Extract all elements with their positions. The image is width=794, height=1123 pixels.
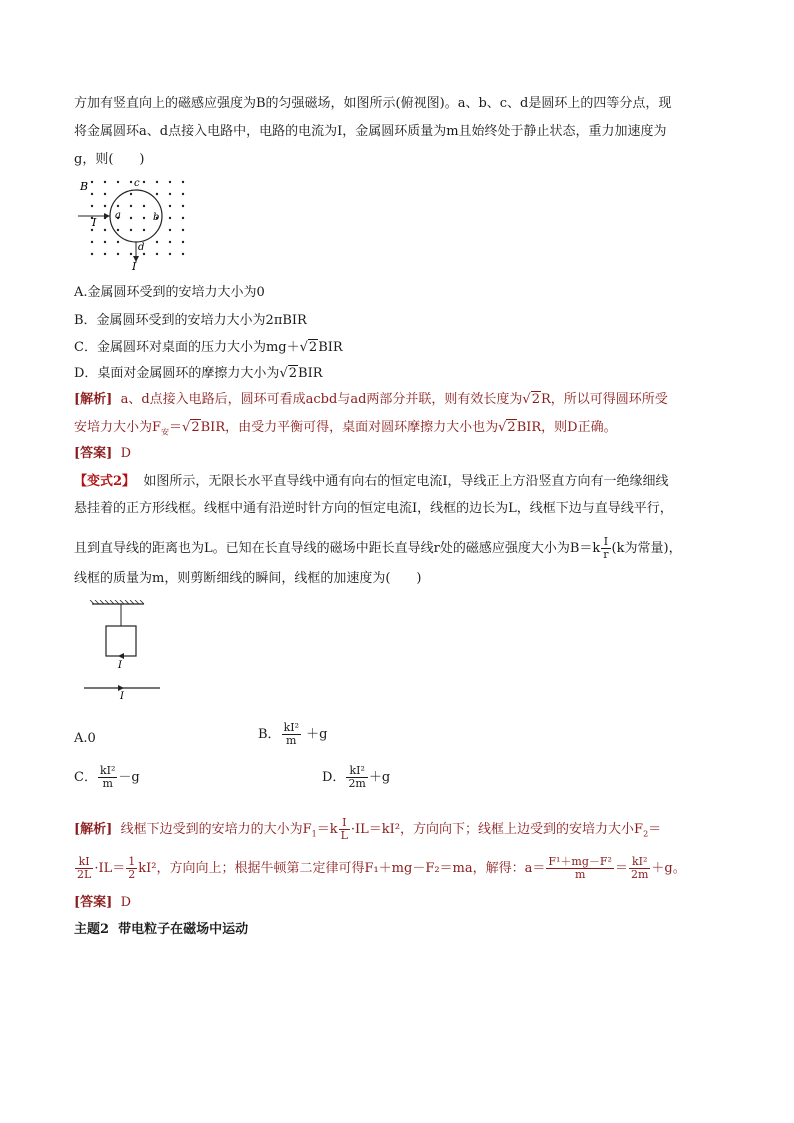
- field-dot: [169, 205, 171, 207]
- field-dot: [104, 229, 106, 231]
- fraction: $\frac{kI}{2L}$: [77, 855, 92, 881]
- q1-fig-label-I-left: I: [92, 216, 97, 229]
- q1-option-A: A.金属圆环受到的安培力大小为0: [74, 285, 265, 300]
- fraction: $\frac{\text{kI²}}{2m}$: [348, 764, 366, 790]
- field-dot: [104, 181, 106, 183]
- field-dot: [169, 241, 171, 243]
- field-dot: [182, 193, 184, 195]
- field-dot: [91, 253, 93, 255]
- q2-option-D: D． $\frac{\text{kI²}}{2m}$ ＋g: [322, 764, 391, 790]
- field-dot: [117, 241, 119, 243]
- fraction: $\frac{\text{kI²}}{2m}$: [630, 855, 649, 881]
- topic-label: 主题2: [74, 922, 110, 937]
- q2-stem-line-3: 且到直导线的距离也为L。已知在长直导线的磁场中距长直导线r处的磁感应强度大小为B＝k $\frac{I}{r}$ (k为常量)，: [74, 535, 682, 561]
- q2-analysis-line-1: [解析] 线框下边受到的安培力的大小为$F_1=k$ $\frac{I}{L}$ ·IL＝kI²，方向向下；线框上边受到的安培力大小$F_2=$: [74, 816, 662, 842]
- field-dot: [104, 205, 106, 207]
- answer-tag: [答案]: [74, 446, 113, 461]
- q1-fig-label-c: c: [134, 178, 140, 189]
- answer-tag: [答案]: [74, 895, 113, 910]
- field-dot: [104, 193, 106, 195]
- q2-option-B: B． $\frac{\text{kI²}}{m}$ ＋g: [258, 721, 328, 747]
- q2-stem-line-4: 线框的质量为m，则剪断细线的瞬间，线框的加速度为( ): [74, 571, 422, 586]
- field-dot: [169, 217, 171, 219]
- field-dot: [130, 217, 132, 219]
- fraction: $\frac{I}{L}$: [340, 816, 348, 842]
- q2-stem-line-1: 【变式2】 如图所示，无限长水平直导线中通有向右的恒定电流I，导线正上方沿竖直方向有一绝缘细线: [74, 474, 669, 489]
- q1-fig-label-a: a: [115, 210, 121, 221]
- field-dot: [156, 241, 158, 243]
- analysis-tag: [解析]: [74, 392, 113, 407]
- q1-stem-line-3: g，则( ): [74, 152, 145, 167]
- field-dot: [130, 253, 132, 255]
- q1-option-D-post: BIR: [298, 366, 323, 381]
- sqrt-symbol: √2: [498, 420, 516, 435]
- field-dot: [143, 253, 145, 255]
- sqrt-symbol: √2: [522, 392, 540, 407]
- q1-option-D-pre: D．桌面对金属圆环的摩擦力大小为: [74, 366, 280, 381]
- q1-option-C-pre: C．金属圆环对桌面的压力大小为mg＋: [74, 340, 300, 355]
- q2-option-C: C． $\frac{\text{kI²}}{m}$ －g: [74, 764, 140, 790]
- field-dot: [182, 181, 184, 183]
- q1-answer-value: D: [120, 446, 132, 461]
- field-dot: [182, 205, 184, 207]
- field-dot: [91, 181, 93, 183]
- q1-stem-line-2: 将金属圆环a、d点接入电路中，电路的电流为I，金属圆环质量为m且始终处于静止状态，重力加速度为: [74, 124, 667, 139]
- q1-stem-line-1: 方加有竖直向上的磁感应强度为B的匀强磁场，如图所示(俯视图)。a、b、c、d是圆环上的四等分点，现: [74, 96, 672, 111]
- field-dot: [143, 181, 145, 183]
- q2-stem-line-2: 悬挂着的正方形线框。线框中通有沿逆时针方向的恒定电流I，线框的边长为L，线框下边与直导线平行，: [74, 501, 673, 516]
- field-dot: [104, 241, 106, 243]
- field-dot: [156, 253, 158, 255]
- q2-fig-label-I-wire: I: [120, 691, 124, 700]
- field-dot: [91, 205, 93, 207]
- field-dot: [169, 181, 171, 183]
- q2-answer: [74, 895, 131, 911]
- fraction: $\frac{\text{kI²}}{m}$: [283, 721, 299, 747]
- q2-analysis-line-2: $\frac{kI}{2L}$ ·IL＝ $\frac{1}{2}$ kI²，方向向上；根据牛顿第二定律可得F₁＋mg－F₂＝ma，解得：a＝ $\frac{\text{F¹＋mg－F²}}{m}$ ＝ $\frac{\text{kI²}}{2m}$ ＋g。: [77, 855, 686, 881]
- field-dot: [130, 193, 132, 195]
- fraction: $\frac{I}{r}$: [603, 535, 609, 561]
- variant-tag: 【变式2】: [74, 474, 136, 489]
- field-dot: [182, 253, 184, 255]
- q1-option-C: [74, 340, 343, 356]
- field-dot: [182, 229, 184, 231]
- analysis-tag: [解析]: [74, 822, 113, 837]
- sqrt-symbol: √2: [299, 340, 318, 355]
- sqrt-symbol: √2: [182, 420, 200, 435]
- q1-ring-figure: [78, 176, 188, 272]
- fraction: $\frac{1}{2}$: [128, 855, 136, 881]
- field-dot: [117, 205, 119, 207]
- q2-answer-value: D: [120, 895, 132, 910]
- field-dot: [130, 229, 132, 231]
- topic-heading: [74, 922, 248, 938]
- q2-fig-label-I-frame: I: [118, 660, 122, 671]
- q1-answer: [74, 446, 131, 462]
- field-dot: [117, 181, 119, 183]
- field-dot: [143, 205, 145, 207]
- field-dot: [169, 193, 171, 195]
- field-dot: [143, 229, 145, 231]
- field-dot: [169, 229, 171, 231]
- field-dot: [130, 181, 132, 183]
- fraction: $\frac{\text{kI²}}{m}$: [99, 764, 116, 790]
- q1-analysis-line-2: 安培力大小为$F_安=√2BIR$，由受力平衡可得，桌面对圆环摩擦力大小也为√2BIR，则D正确。: [74, 420, 617, 437]
- q1-option-B: B．金属圆环受到的安培力大小为2πBIR: [74, 313, 307, 328]
- q1-fig-label-I-bottom: I: [132, 260, 137, 272]
- q1-fig-label-d: d: [138, 242, 145, 253]
- field-dot: [117, 229, 119, 231]
- field-dot: [91, 193, 93, 195]
- field-dot: [117, 253, 119, 255]
- q2-option-A: A.0: [74, 731, 96, 746]
- field-dot: [91, 229, 93, 231]
- field-dot: [156, 193, 158, 195]
- q1-option-D: [74, 366, 323, 382]
- field-dot: [143, 217, 145, 219]
- q1-analysis-line-1: [解析] a、d点接入电路后，圆环可看成acbd与ad两部分并联，则有效长度为√2R，所以可得圆环所受: [74, 392, 668, 407]
- field-dot: [182, 217, 184, 219]
- q1-option-C-post: BIR: [318, 340, 343, 355]
- field-dot: [104, 253, 106, 255]
- sqrt-symbol: √2: [279, 366, 298, 381]
- q1-fig-label-b: b: [153, 212, 160, 223]
- field-dot: [156, 181, 158, 183]
- topic-title: 带电粒子在磁场中运动: [118, 922, 249, 937]
- q2-frame-figure: [84, 600, 168, 700]
- field-dot: [182, 241, 184, 243]
- field-dot: [91, 241, 93, 243]
- field-dot: [130, 205, 132, 207]
- fraction: $\frac{\text{F¹＋mg－F²}}{m}$: [548, 855, 612, 881]
- q1-fig-label-B: B: [80, 180, 89, 193]
- field-dot: [169, 253, 171, 255]
